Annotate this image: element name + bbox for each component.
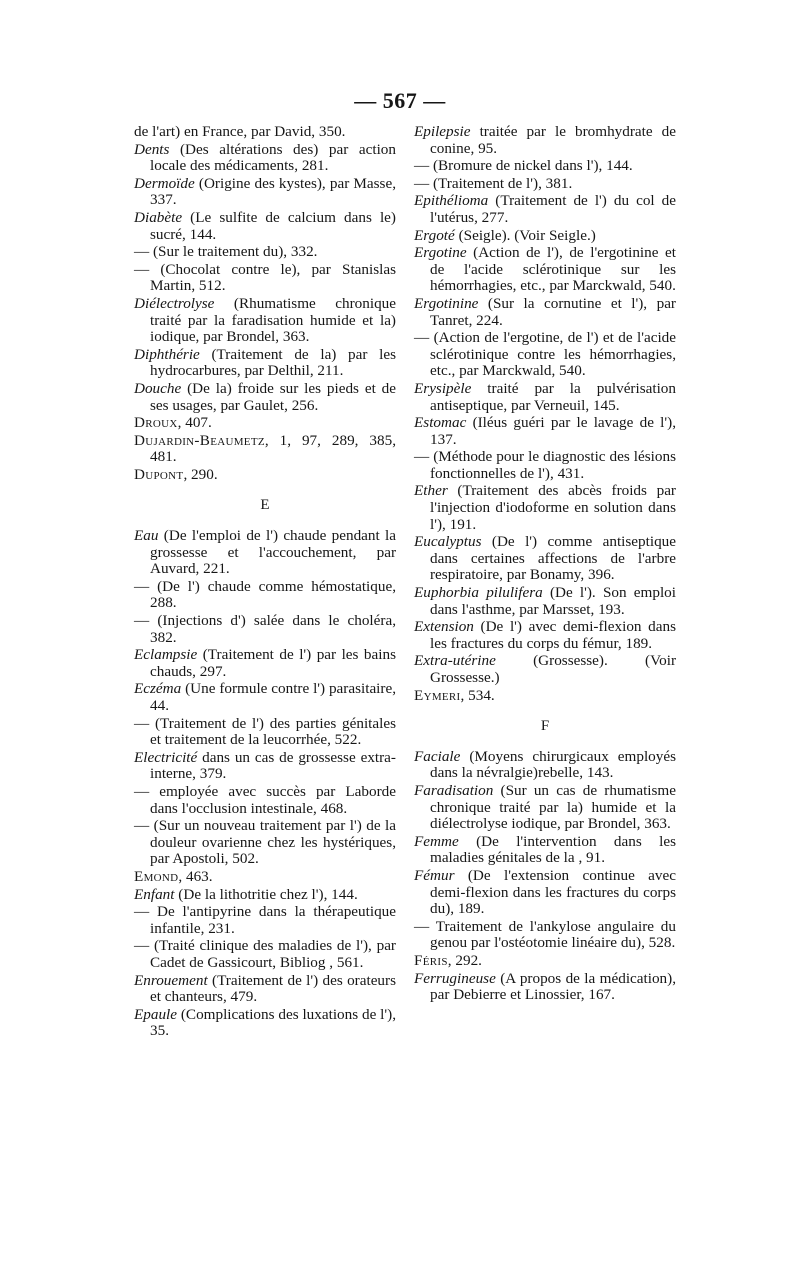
entry-text: (Rhumatisme chronique traité par la faradisation humide et la) iodique, par Brondel, 363. <box>150 294 396 346</box>
entry-text: , 463. <box>178 867 213 885</box>
index-entry <box>414 688 676 705</box>
entry-term: — <box>414 174 430 192</box>
entry-term: Eczéma <box>134 680 182 698</box>
index-entry <box>134 869 396 886</box>
entry-text: (Traitement de l'), 381. <box>429 174 573 192</box>
index-entry <box>134 210 396 243</box>
index-entry <box>414 653 676 686</box>
index-entry <box>134 938 396 971</box>
entry-term: Estomac <box>414 414 467 432</box>
index-entry <box>134 750 396 783</box>
entry-text: de l'art) en France, par David, 350. <box>134 123 346 140</box>
entry-term: Diabète <box>134 208 183 226</box>
index-entry <box>134 784 396 817</box>
index-entry <box>414 330 676 380</box>
entry-term: Diélectrolyse <box>134 294 215 312</box>
entry-term: Ether <box>414 482 448 500</box>
entry-text: (De la lithotritie chez l'), 144. <box>174 885 358 903</box>
index-entry <box>134 176 396 209</box>
entry-term: Ergotinine <box>414 294 479 312</box>
entry-text: (Complications des luxations de l'), 35. <box>150 1005 396 1040</box>
entry-term: Ergoté <box>414 226 455 244</box>
entry-term: Ergotine <box>414 244 467 262</box>
index-entry <box>414 783 676 833</box>
entry-text: Traitement de l'ankylose angulaire du genou par l'ostéotomie linéaire du), 528. <box>429 917 676 952</box>
entry-term: Eymeri <box>414 686 461 704</box>
entry-text: (De l'). Son emploi dans l'asthme, par Marsset, 193. <box>430 584 676 618</box>
index-entry <box>414 176 676 193</box>
entry-text: (De la) froide sur les pieds et de ses usages, par Gaulet, 256. <box>150 379 396 414</box>
index-entry <box>134 973 396 1006</box>
entry-text: , 1, 97, 289, 385, 481. <box>150 431 396 466</box>
entry-text: (Des altérations des) par action locale des médicaments, 281. <box>150 140 396 175</box>
entry-text: (De l'extension continue avec demi-flexion dans les fractures du corps du), 189. <box>430 866 676 918</box>
entry-text: (Traitement de l') des orateurs et chanteurs, 479. <box>150 971 396 1006</box>
entry-term: — <box>134 260 150 278</box>
index-entry <box>414 834 676 867</box>
entry-term: — <box>414 157 430 175</box>
entry-term: Diphthérie <box>134 345 200 363</box>
entry-term: Enrouement <box>134 971 208 989</box>
entry-term: Extra-utérine <box>414 652 496 670</box>
entry-term: — <box>134 817 150 835</box>
index-entry <box>134 467 396 484</box>
index-entry <box>134 244 396 261</box>
entry-text: , 292. <box>447 951 482 969</box>
entry-text: (De l'intervention dans les maladies génitales de la , 91. <box>430 832 676 867</box>
entry-text: , 407. <box>177 414 212 432</box>
entry-text: (Action de l'), de l'ergotinine et de l'acide sclérotinique sur les hémorrhagies, etc., par Marckwald, 540. <box>430 244 676 295</box>
right-column <box>414 124 676 1005</box>
entry-text: dans un cas de grossesse extra-interne, 379. <box>150 748 396 783</box>
index-entry <box>414 296 676 329</box>
entry-text: (Traitement de l') des parties génitales et traitement de la leucorrhée, 522. <box>149 714 396 749</box>
index-entry <box>134 528 396 578</box>
entry-text: (Bromure de nickel dans l'), 144. <box>429 157 633 175</box>
entry-term: Ferrugineuse <box>414 969 496 987</box>
index-entry <box>414 953 676 970</box>
entry-text: De l'antipyrine dans la thérapeutique infantile, 231. <box>149 903 396 937</box>
index-entry <box>134 716 396 749</box>
entry-term: Epithélioma <box>414 192 489 210</box>
index-entry <box>414 193 676 226</box>
index-entry <box>134 904 396 937</box>
entry-text: (Traité clinique des maladies de l'), par Cadet de Gassicourt, Bibliog , 561. <box>149 937 396 971</box>
entry-term: — <box>134 243 150 261</box>
index-entry <box>134 381 396 414</box>
entry-term: Eau <box>134 527 159 545</box>
entry-term: — <box>414 448 430 466</box>
index-entry <box>414 749 676 782</box>
entry-text: (Traitement de la) par les hydrocarbures, par Delthil, 211. <box>150 345 396 380</box>
entry-text: (Action de l'ergotine, de l') et de l'acide sclérotinique contre les hémorrhagies, etc., par Marckwald, 540. <box>429 329 676 380</box>
entries-f <box>414 749 676 1004</box>
index-entry <box>414 381 676 414</box>
index-entry <box>134 262 396 295</box>
entry-term: Dujardin-Beaumetz <box>134 431 265 449</box>
index-entry <box>414 971 676 1004</box>
index-entry <box>134 1007 396 1040</box>
entry-text: (Traitement de l') par les bains chauds, 297. <box>150 646 396 680</box>
index-entry <box>414 158 676 175</box>
entry-term: Dermoïde <box>134 174 195 192</box>
entry-text: (Une formule contre l') parasitaire, 44. <box>150 680 396 714</box>
entries-e <box>134 528 396 1040</box>
index-entry <box>414 585 676 618</box>
entry-text: (Injections d') salée dans le choléra, 382. <box>149 612 396 646</box>
entry-term: Emond <box>134 867 179 885</box>
entry-term: Electricité <box>134 748 198 766</box>
index-entry <box>414 124 676 157</box>
entry-text: (De l') avec demi-flexion dans les fractures du corps du fémur, 189. <box>430 618 676 652</box>
index-entry <box>414 415 676 448</box>
entry-term: — <box>134 903 150 921</box>
entry-text: (A propos de la médication), par Debierre et Linossier, 167. <box>430 969 676 1004</box>
entry-term: Enfant <box>134 885 175 903</box>
index-entry <box>134 681 396 714</box>
index-entry <box>414 619 676 652</box>
entry-text: (Traitement des abcès froids par l'injection d'iodoforme en solution dans l'), 191. <box>430 482 676 533</box>
entry-term: Droux <box>134 414 178 432</box>
index-entry <box>414 534 676 584</box>
entry-term: — <box>414 917 430 935</box>
entry-text: (Seigle). (Voir Seigle.) <box>454 226 596 244</box>
entry-text: , 290. <box>183 465 218 483</box>
index-entry <box>414 868 676 918</box>
entry-text: (Grossesse). (Voir Grossesse.) <box>430 652 676 686</box>
entry-text: (Sur le traitement du), 332. <box>149 243 318 261</box>
entry-text: traitée par le bromhydrate de conine, 95. <box>430 123 676 157</box>
entries-d <box>134 124 396 483</box>
entry-term: Euphorbia pilulifera <box>414 584 543 602</box>
entry-text: (Méthode pour le diagnostic des lésions fonctionnelles de l'), 431. <box>429 448 676 482</box>
entry-term: Erysipèle <box>414 379 472 397</box>
index-entry <box>134 433 396 466</box>
index-entry <box>134 415 396 432</box>
left-column <box>134 124 396 1041</box>
entry-text: (Chocolat contre le), par Stanislas Martin, 512. <box>149 260 396 295</box>
index-entry <box>134 887 396 904</box>
page-number: — 567 — <box>354 88 446 113</box>
entry-term: Eclampsie <box>134 646 198 664</box>
entry-text: (De l'emploi de l') chaude pendant la grossesse et l'accouchement, par Auvard, 221. <box>150 527 396 578</box>
index-entry <box>134 579 396 612</box>
entry-text: (Origine des kystes), par Masse, 337. <box>150 174 396 209</box>
entry-text: (Le sulfite de calcium dans le) sucré, 144. <box>150 208 396 243</box>
section-heading-e: E <box>260 497 270 514</box>
entry-text: (Sur la cornutine et l'), par Tanret, 224. <box>430 294 676 329</box>
index-entry <box>414 228 676 245</box>
entry-text: traité par la pulvérisation antiseptique, par Verneuil, 145. <box>430 379 676 414</box>
entry-term: Faciale <box>414 747 461 765</box>
entry-text: employée avec succès par Laborde dans l'occlusion intestinale, 468. <box>149 782 396 817</box>
entry-term: Faradisation <box>414 781 494 799</box>
index-entry <box>414 919 676 952</box>
entry-term: — <box>134 782 150 800</box>
entry-term: — <box>134 612 150 630</box>
entry-text: , 534. <box>460 686 495 704</box>
section-heading-f: F <box>540 718 550 735</box>
entry-text: (Iléus guéri par le lavage de l'), 137. <box>430 414 676 448</box>
entry-term: — <box>134 714 150 732</box>
entry-text: (Moyens chirurgicaux employés dans la névralgie)rebelle, 143. <box>430 747 676 782</box>
entry-term: Epilepsie <box>414 123 471 140</box>
entry-term: — <box>414 329 430 347</box>
index-entry <box>414 449 676 482</box>
entry-term: — <box>134 937 150 955</box>
index-entry <box>414 483 676 533</box>
entry-term: Dupont <box>134 465 184 483</box>
index-entry <box>134 647 396 680</box>
entry-term: Fémur <box>414 866 455 884</box>
index-entry <box>134 613 396 646</box>
entry-text: (De l') comme antiseptique dans certaines affections de l'arbre respiratoire, par Bonamy, 396. <box>430 533 676 584</box>
entry-text: (Traitement de l') du col de l'utérus, 277. <box>430 192 676 226</box>
entry-term: Extension <box>414 618 474 636</box>
index-entry <box>134 296 396 346</box>
entry-text: (Sur un cas de rhumatisme chronique traité par la) humide et la diélectrolyse iodique, par Brondel, 363. <box>430 781 676 833</box>
entry-term: Eucalyptus <box>414 533 482 551</box>
entry-text: (Sur un nouveau traitement par l') de la douleur ovarienne chez les hystériques, par Apostoli, 502. <box>149 817 396 868</box>
entry-term: — <box>134 577 150 595</box>
entry-term: Epaule <box>134 1005 178 1023</box>
entries-e-continued <box>414 124 676 704</box>
index-entry <box>134 142 396 175</box>
index-entry <box>134 124 396 141</box>
entry-term: Femme <box>414 832 459 850</box>
entry-text: (De l') chaude comme hémostatique, 288. <box>149 577 396 612</box>
index-entry <box>134 818 396 868</box>
entry-term: Dents <box>134 140 170 158</box>
index-entry <box>414 245 676 295</box>
entry-term: Féris <box>414 951 448 969</box>
index-entry <box>134 347 396 380</box>
entry-term: Douche <box>134 379 182 397</box>
